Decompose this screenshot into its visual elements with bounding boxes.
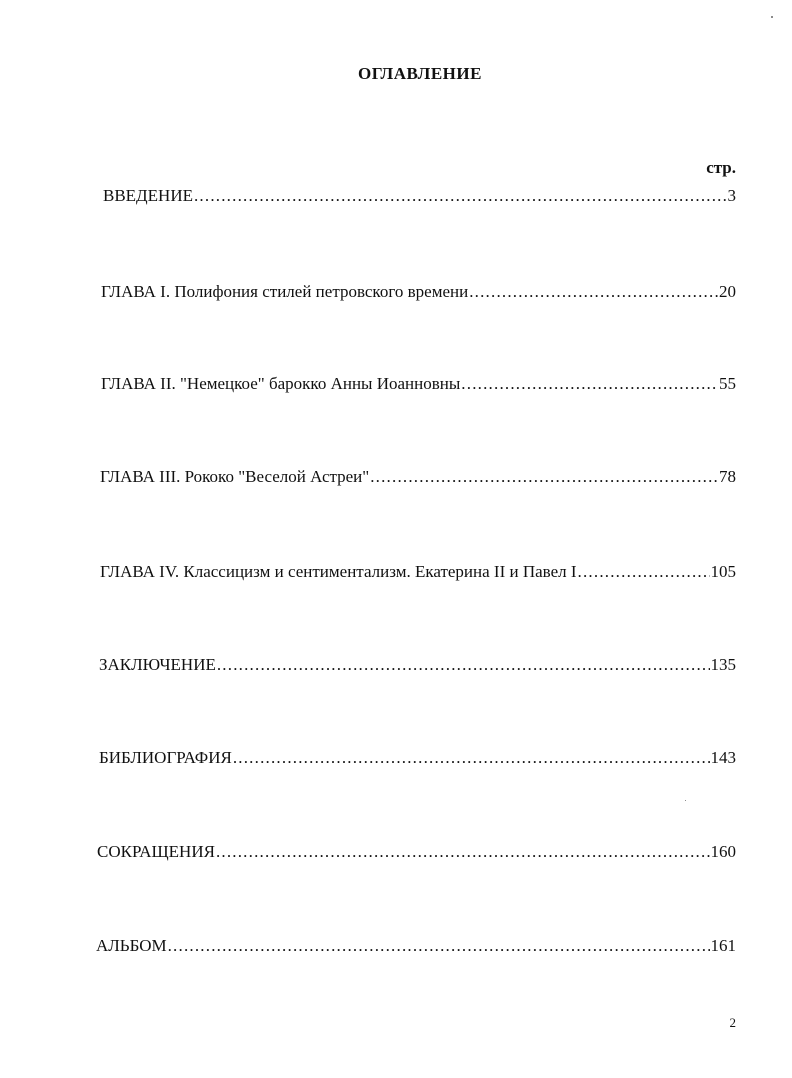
toc-entry-bibliography	[99, 748, 736, 768]
toc-entry-conclusion	[99, 655, 736, 675]
toc-entry-page: 55	[719, 374, 736, 393]
toc-entry-title: АЛЬБОМ	[96, 936, 167, 955]
toc-entry-title: ГЛАВА II. "Немецкое" барокко Анны Иоанновны	[101, 374, 461, 393]
scan-speck	[771, 16, 773, 18]
page-number: 2	[729, 1015, 736, 1030]
toc-entry-title: ВВЕДЕНИЕ	[103, 186, 193, 205]
toc-entry-chapter-2	[101, 374, 736, 394]
toc-entry-page: 78	[719, 467, 736, 486]
toc-entry-chapter-3	[100, 467, 736, 487]
toc-entry-title: СОКРАЩЕНИЯ	[97, 842, 215, 861]
toc-entry-chapter-1	[101, 282, 736, 302]
toc-entry-album	[96, 936, 736, 956]
toc-entry-abbreviations	[97, 842, 736, 862]
toc-entry-title: ГЛАВА IV. Классицизм и сентиментализм. Екатерина II и Павел I	[100, 562, 577, 581]
toc-leader-dots	[578, 562, 710, 582]
toc-entry-page: 105	[710, 562, 736, 581]
toc-leader-dots	[370, 467, 718, 487]
toc-entry-page: 161	[710, 936, 736, 955]
toc-leader-dots	[217, 655, 710, 675]
toc-leader-dots	[469, 282, 718, 302]
toc-entry-page: 3	[727, 186, 736, 205]
scan-speck	[685, 800, 686, 801]
toc-entry-title: ЗАКЛЮЧЕНИЕ	[99, 655, 216, 674]
toc-entry-page: 160	[710, 842, 736, 861]
toc-entry-page: 20	[719, 282, 736, 301]
toc-entry-title: ГЛАВА III. Рококо "Веселой Астреи"	[100, 467, 370, 486]
toc-leader-dots	[216, 842, 710, 862]
page-title: ОГЛАВЛЕНИЕ	[358, 64, 482, 83]
toc-entry-introduction	[103, 186, 736, 206]
toc-entry-page: 143	[710, 748, 736, 767]
toc-entry-chapter-4	[100, 562, 736, 582]
toc-leader-dots	[194, 186, 727, 206]
toc-leader-dots	[168, 936, 710, 956]
page-column-label: стр.	[706, 158, 736, 177]
toc-entry-page: 135	[710, 655, 736, 674]
toc-entry-title: ГЛАВА I. Полифония стилей петровского времени	[101, 282, 469, 301]
toc-leader-dots	[233, 748, 710, 768]
toc-entry-title: БИБЛИОГРАФИЯ	[99, 748, 232, 767]
toc-leader-dots	[461, 374, 718, 394]
